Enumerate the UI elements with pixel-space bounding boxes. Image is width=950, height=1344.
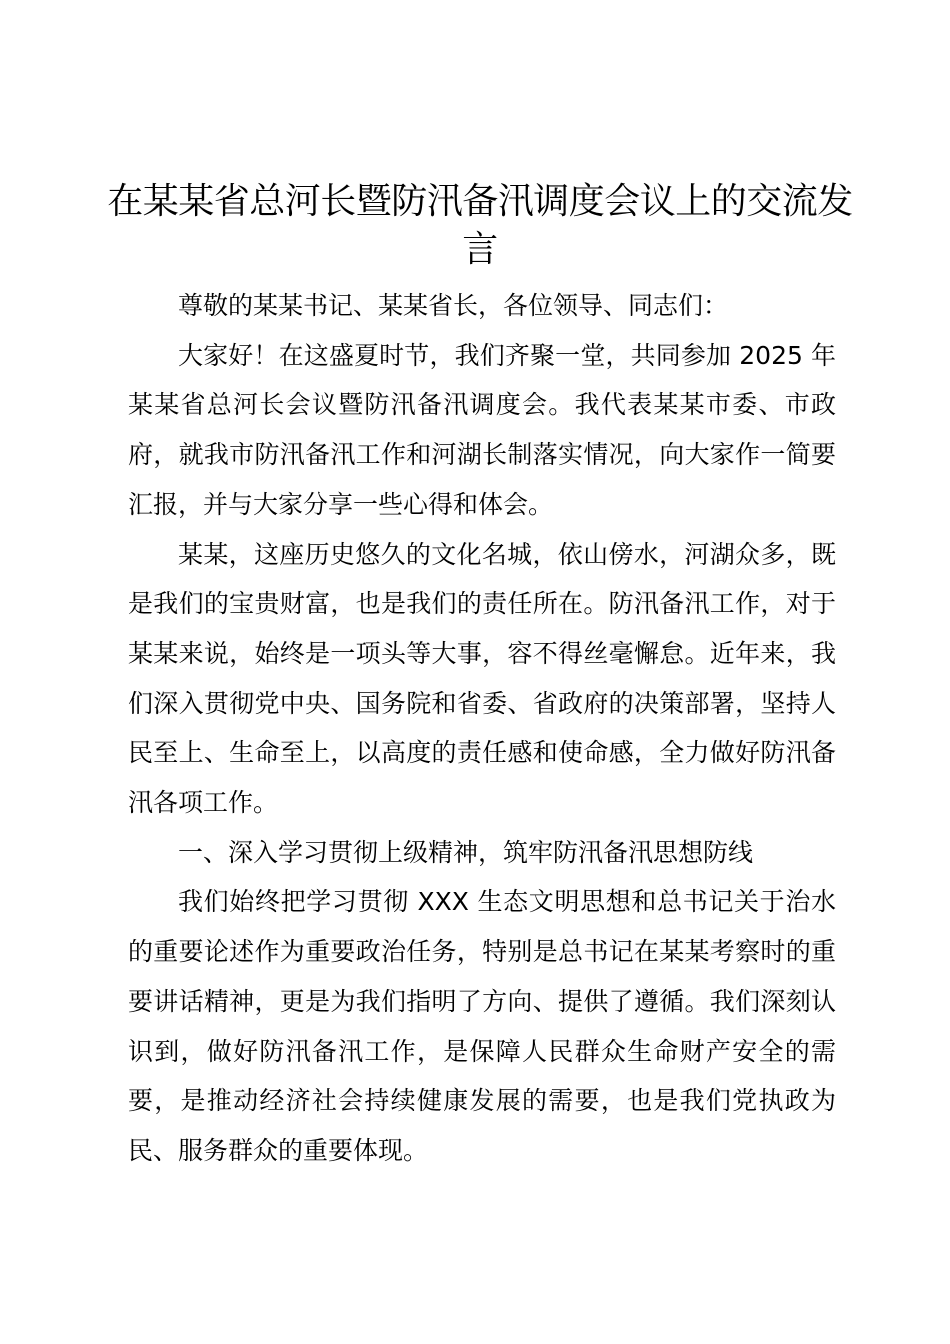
body-paragraph: 某某，这座历史悠久的文化名城，依山傍水，河湖众多，既是我们的宝贵财富，也是我们的责任所在。防汛备汛工作，对于某某来说，始终是一项头等大事，容不得丝毫懈怠。近年来，我们深入贯彻党中央、国务院和省委、省政府的决策部署，坚持人民至上、生命至上，以高度的责任感和使命感，全力做好防汛备汛各项工作。 — [128, 539, 836, 818]
document-body — [128, 281, 836, 1176]
body-paragraph: 大家好！在这盛夏时节，我们齐聚一堂，共同参加 2025 年某某省总河长会议暨防汛备汛调度会。我代表某某市委、市政府，就我市防汛备汛工作和河湖长制落实情况，向大家作一简要汇报，并与大家分享一些心得和体会。 — [128, 340, 836, 519]
section-heading: 一、深入学习贯彻上级精神，筑牢防汛备汛思想防线 — [178, 837, 754, 867]
body-paragraph: 我们始终把学习贯彻 XXX 生态文明思想和总书记关于治水的重要论述作为重要政治任务，特别是总书记在某某考察时的重要讲话精神，更是为我们指明了方向、提供了遵循。我们深刻认识到，做好防汛备汛工作，是保障人民群众生命财产安全的需要，是推动经济社会持续健康发展的需要，也是我们党执政为民、服务群众的重要体现。 — [128, 887, 836, 1165]
document-title: 在某某省总河长暨防汛备汛调度会议上的交流发言 — [107, 181, 853, 270]
salutation-paragraph: 尊敬的某某书记、某某省长，各位领导、同志们： — [178, 291, 729, 320]
